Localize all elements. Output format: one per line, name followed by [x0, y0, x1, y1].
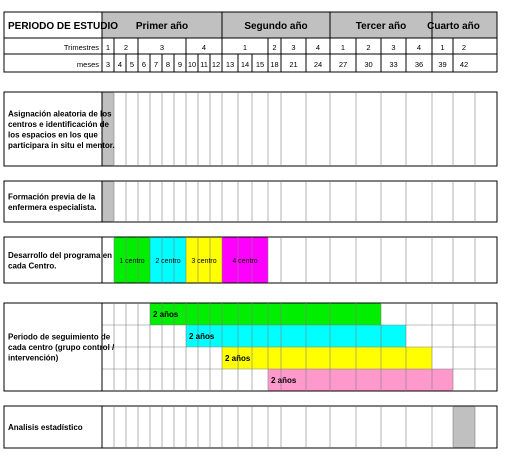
bar-label: 3 centro [191, 258, 217, 265]
task-section [4, 92, 497, 166]
month-cell: 11 [200, 60, 208, 69]
task-label: intervención) [8, 353, 59, 363]
task-marker-cell [102, 92, 114, 166]
month-cell: 10 [187, 60, 197, 69]
month-cell: 5 [129, 60, 135, 69]
task-label: los espacios en los que [8, 130, 98, 140]
task-label: Formación previa de la [8, 192, 96, 202]
bar-label: 1 centro [119, 258, 145, 265]
month-cell: 6 [141, 60, 147, 69]
year-label: Segundo año [244, 21, 308, 32]
task-label: cada centro (grupo control / [8, 343, 115, 352]
gantt-bar [222, 347, 432, 369]
trimestre-cell: 1 [340, 43, 346, 52]
task-marker-cell [453, 406, 475, 448]
month-cell: 8 [165, 60, 171, 69]
bar-label: 2 años [153, 310, 179, 319]
gantt-bar [150, 303, 381, 325]
trimestre-cell: 3 [391, 43, 396, 52]
task-marker-cell [102, 181, 114, 222]
trimestre-cell: 4 [416, 43, 422, 52]
task-label: Periodo de seguimiento de [8, 332, 111, 342]
year-label: Cuarto año [427, 21, 480, 32]
task-label: Analisis estadístico [8, 423, 83, 432]
task-border [4, 181, 497, 222]
trimestre-cell: 1 [440, 43, 445, 52]
month-cell: 27 [338, 60, 348, 69]
month-cell: 13 [225, 60, 235, 69]
gantt-bar [186, 325, 406, 347]
bar-label: 4 centro [232, 258, 258, 265]
task-label: Asignación aleatoria de los [8, 109, 112, 119]
month-cell: 24 [313, 60, 323, 69]
trimestre-cell: 4 [201, 43, 207, 52]
task-label: participara in situ el mentor. [8, 140, 115, 150]
trimestre-cell: 2 [366, 43, 371, 52]
task-border [4, 92, 497, 166]
month-cell: 39 [438, 60, 447, 69]
trimestre-cell: 4 [315, 43, 321, 52]
task-section [4, 181, 497, 222]
month-cell: 7 [153, 60, 159, 69]
meses-label: meses [76, 60, 99, 69]
study-period-title: PERIODO DE ESTUDIO [8, 21, 119, 32]
month-cell: 9 [177, 60, 183, 69]
trimestres-label: Trimestres [63, 43, 99, 52]
year-label: Tercer año [355, 21, 407, 32]
month-cell: 4 [117, 60, 123, 69]
month-cell: 14 [240, 60, 250, 69]
month-cell: 15 [255, 60, 265, 69]
month-cell: 30 [364, 60, 373, 69]
year-label: Primer año [135, 21, 189, 32]
task-label: enfermera especialista. [8, 202, 97, 212]
trimestre-cell: 1 [242, 43, 248, 52]
bar-label: 2 años [271, 376, 297, 385]
month-cell: 33 [389, 60, 398, 69]
trimestre-cell: 2 [123, 43, 129, 52]
month-cell: 18 [270, 60, 279, 69]
month-cell: 21 [289, 60, 298, 69]
bar-label: 2 años [225, 354, 251, 363]
trimestre-cell: 1 [105, 43, 111, 52]
task-label: cada Centro. [8, 261, 57, 271]
task-label: Desarrollo del programa en [8, 250, 113, 260]
month-cell: 36 [414, 60, 424, 69]
trimestre-cell: 3 [291, 43, 296, 52]
trimestre-cell: 2 [272, 43, 277, 52]
bar-label: 2 años [189, 332, 215, 341]
month-cell: 3 [105, 60, 111, 69]
task-label: centros e identificación de [8, 119, 109, 129]
month-cell: 12 [211, 60, 221, 69]
trimestre-cell: 2 [461, 43, 467, 52]
month-cell: 42 [459, 60, 469, 69]
bar-label: 2 centro [155, 258, 181, 265]
trimestre-cell: 3 [159, 43, 165, 52]
